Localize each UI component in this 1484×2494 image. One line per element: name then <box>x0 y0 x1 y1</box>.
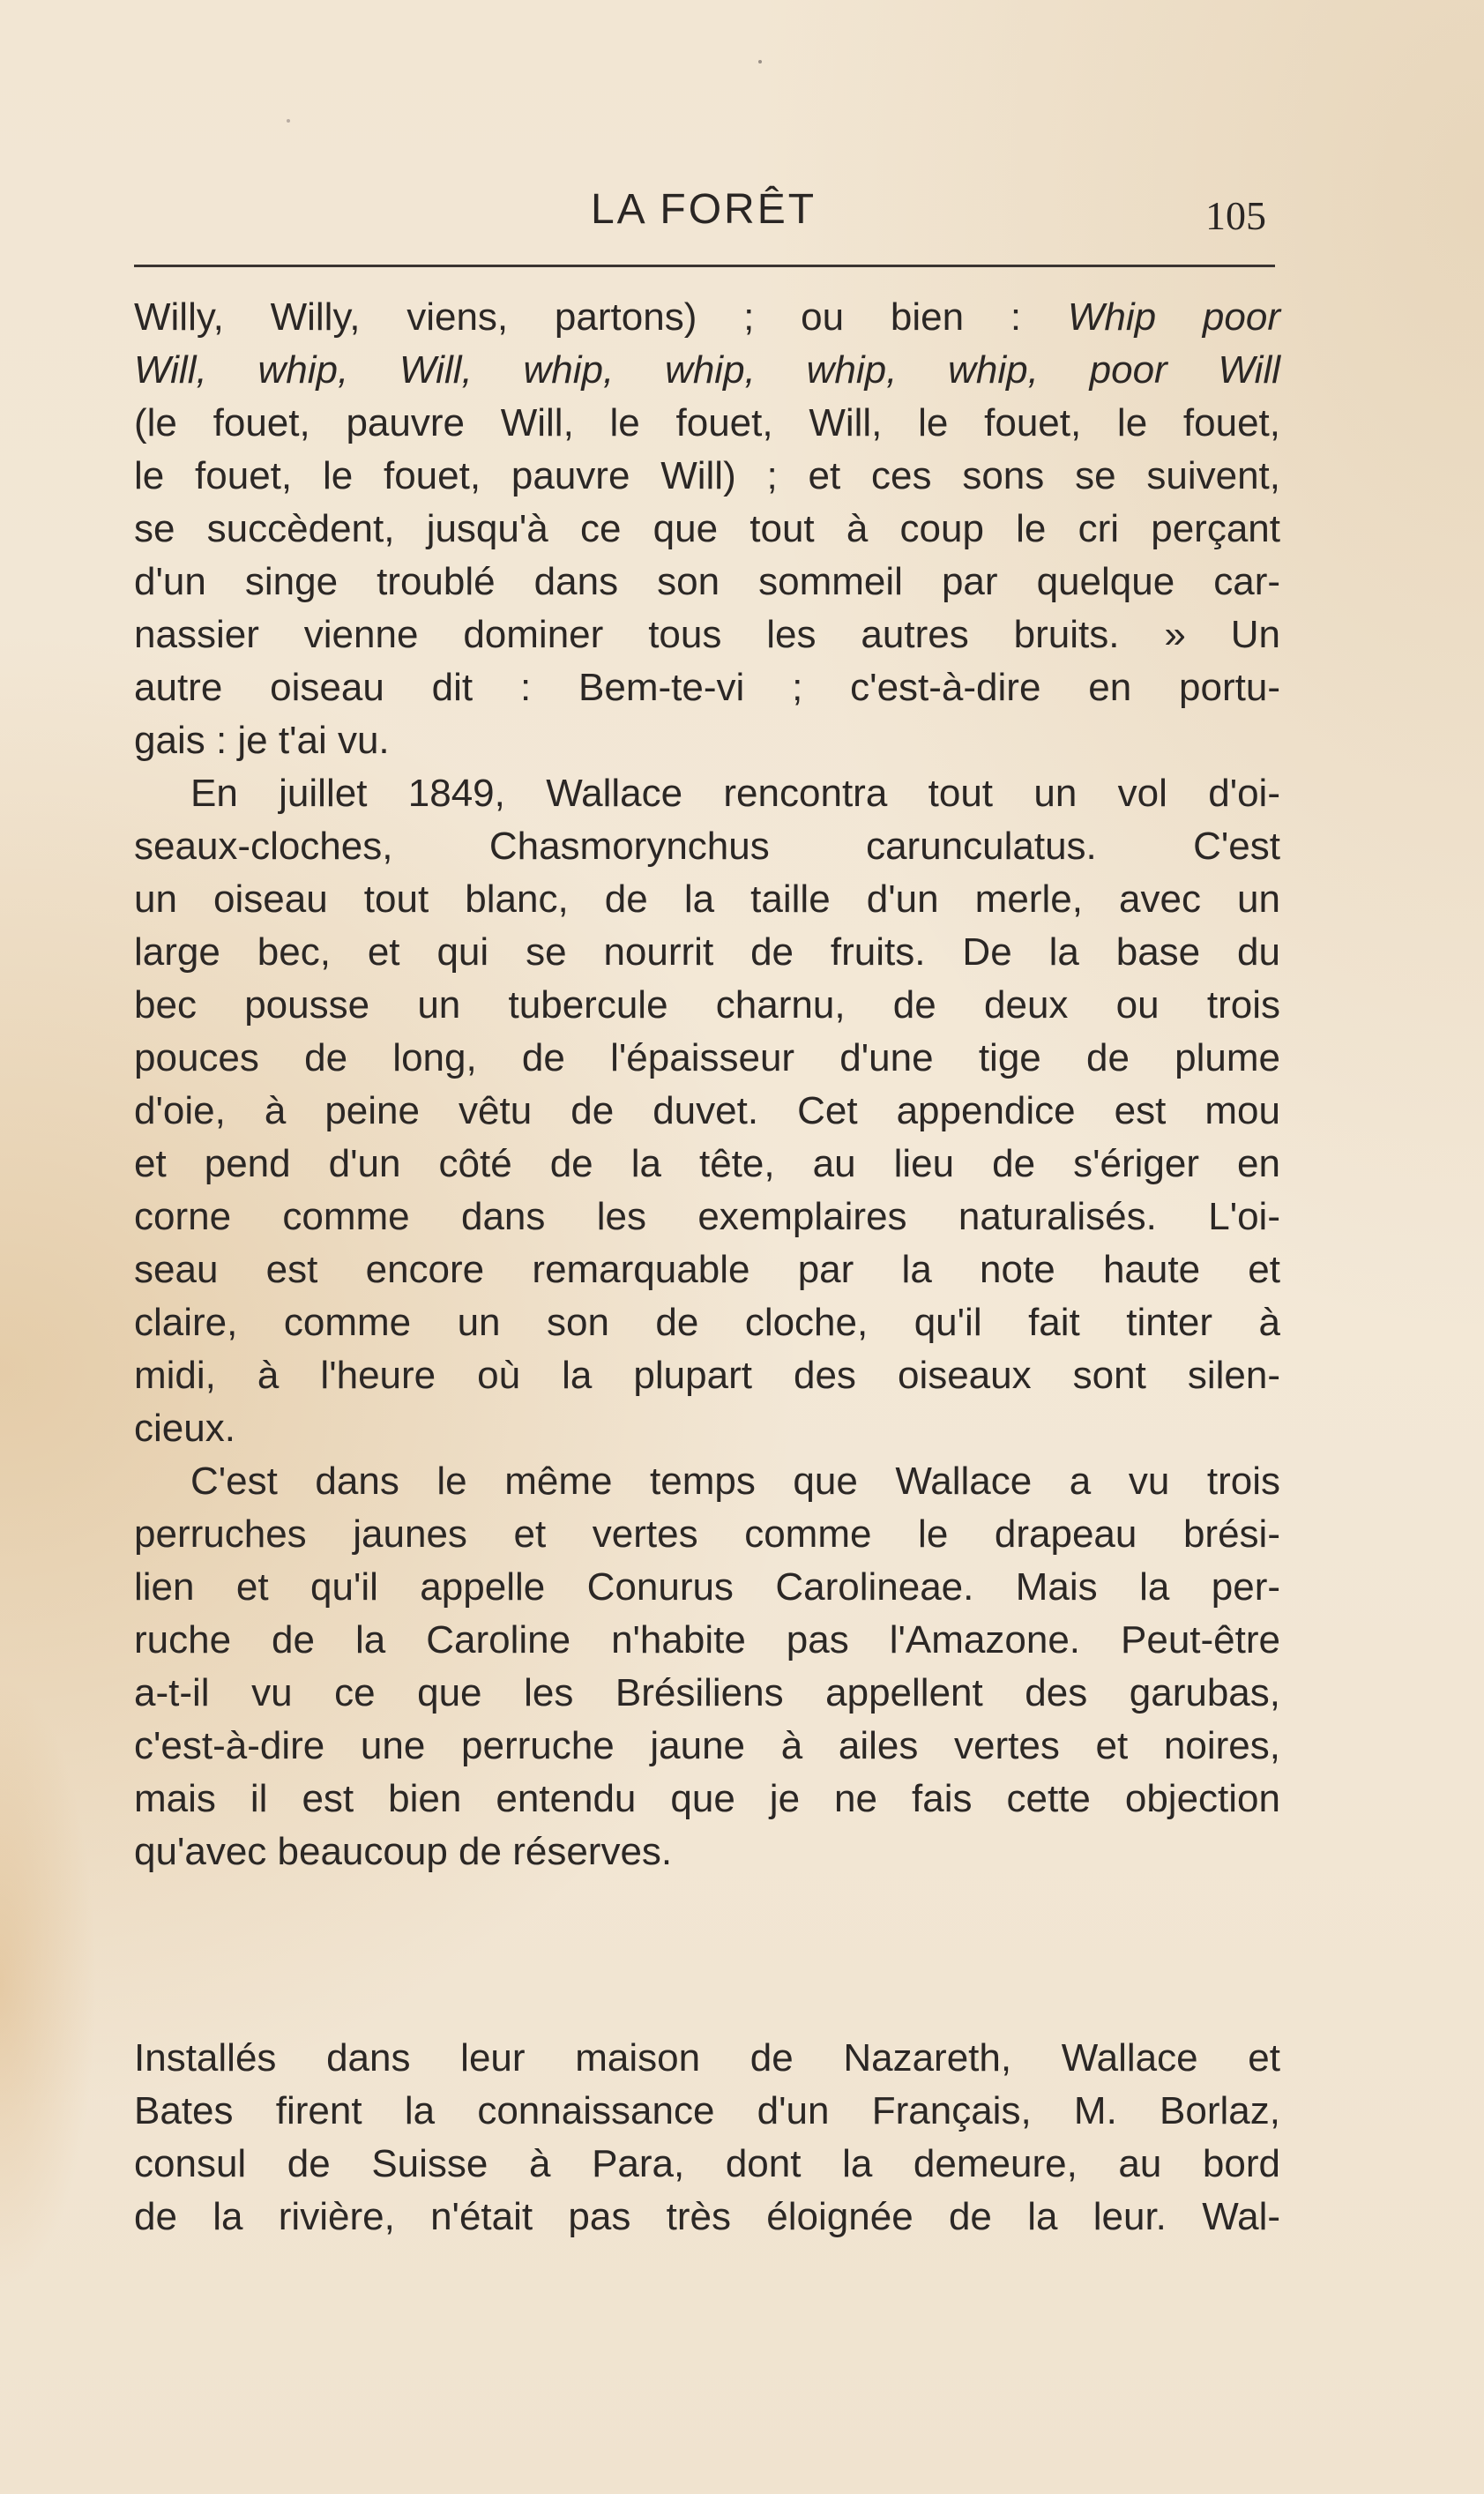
header-rule <box>134 265 1275 267</box>
text-line: claire, comme un son de cloche, qu'il fait tinter à <box>134 1301 1280 1344</box>
text-line: pouces de long, de l'épaisseur d'une tige de plume <box>134 1036 1280 1079</box>
text-line: qu'avec beaucoup de réserves. <box>134 1830 673 1873</box>
text-line: Installés dans leur maison de Nazareth, Wallace et <box>134 2036 1280 2080</box>
paper-speck <box>287 119 290 123</box>
text-line: c'est-à-dire une perruche jaune à ailes vertes et noires, <box>134 1724 1280 1767</box>
body-text <box>134 291 1280 2244</box>
text-line: mais il est bien entendu que je ne fais cette objection <box>134 1777 1280 1820</box>
paper-stain <box>0 1676 97 2293</box>
text-line: le fouet, le fouet, pauvre Will) ; et ces sons se suivent, <box>134 454 1280 497</box>
text-line: de la rivière, n'était pas très éloignée de la leur. Wal- <box>134 2195 1280 2238</box>
text-line: Will, whip, Will, whip, whip, whip, whip, poor Will <box>134 348 1280 392</box>
text-line: cieux. <box>134 1407 235 1450</box>
text-line: se succèdent, jusqu'à ce que tout à coup le cri perçant <box>134 507 1280 550</box>
text-line: seaux-cloches, Chasmorynchus carunculatus. C'est <box>134 825 1280 868</box>
text-line: et pend d'un côté de la tête, au lieu de s'ériger en <box>134 1142 1280 1185</box>
text-line: d'un singe troublé dans son sommeil par quelque car- <box>134 560 1280 603</box>
text-line: consul de Suisse à Para, dont la demeure, au bord <box>134 2142 1280 2185</box>
text-line: (le fouet, pauvre Will, le fouet, Will, le fouet, le fouet, <box>134 401 1280 444</box>
text-line: autre oiseau dit : Bem-te-vi ; c'est-à-dire en portu- <box>134 666 1280 709</box>
section-break <box>134 1878 1280 2032</box>
text-line: seau est encore remarquable par la note haute et <box>134 1248 1280 1291</box>
running-title: LA FORÊT <box>590 186 817 233</box>
text-line: perruches jaunes et vertes comme le drapeau brési- <box>134 1512 1280 1556</box>
text-line: un oiseau tout blanc, de la taille d'un merle, avec un <box>134 877 1280 921</box>
text-line: ruche de la Caroline n'habite pas l'Amazone. Peut-être <box>134 1618 1280 1661</box>
running-header <box>132 185 1275 256</box>
page-number: 105 <box>1205 193 1266 238</box>
text-line: bec pousse un tubercule charnu, de deux ou trois <box>134 983 1280 1027</box>
italic-phrase: Whip poor <box>1067 295 1280 339</box>
text-line: gais : je t'ai vu. <box>134 719 390 762</box>
text-line: corne comme dans les exemplaires naturalisés. L'oi- <box>134 1195 1280 1238</box>
text-line: Willy, Willy, viens, partons) ; ou bien : Whip poor <box>134 295 1280 339</box>
text-line: lien et qu'il appelle Conurus Carolineae. Mais la per- <box>134 1565 1280 1609</box>
text-line: large bec, et qui se nourrit de fruits. De la base du <box>134 930 1280 974</box>
paper-speck <box>758 60 762 63</box>
text-line: nassier vienne dominer tous les autres bruits. » Un <box>134 613 1280 656</box>
text-line: midi, à l'heure où la plupart des oiseaux sont silen- <box>134 1354 1280 1397</box>
text-line: En juillet 1849, Wallace rencontra tout un vol d'oi- <box>190 772 1280 815</box>
text-line: Bates firent la connaissance d'un Français, M. Borlaz, <box>134 2089 1280 2132</box>
text-line: d'oie, à peine vêtu de duvet. Cet appendice est mou <box>134 1089 1280 1132</box>
text-line: C'est dans le même temps que Wallace a vu trois <box>190 1460 1280 1503</box>
text-line: a-t-il vu ce que les Brésiliens appellent des garubas, <box>134 1671 1280 1714</box>
